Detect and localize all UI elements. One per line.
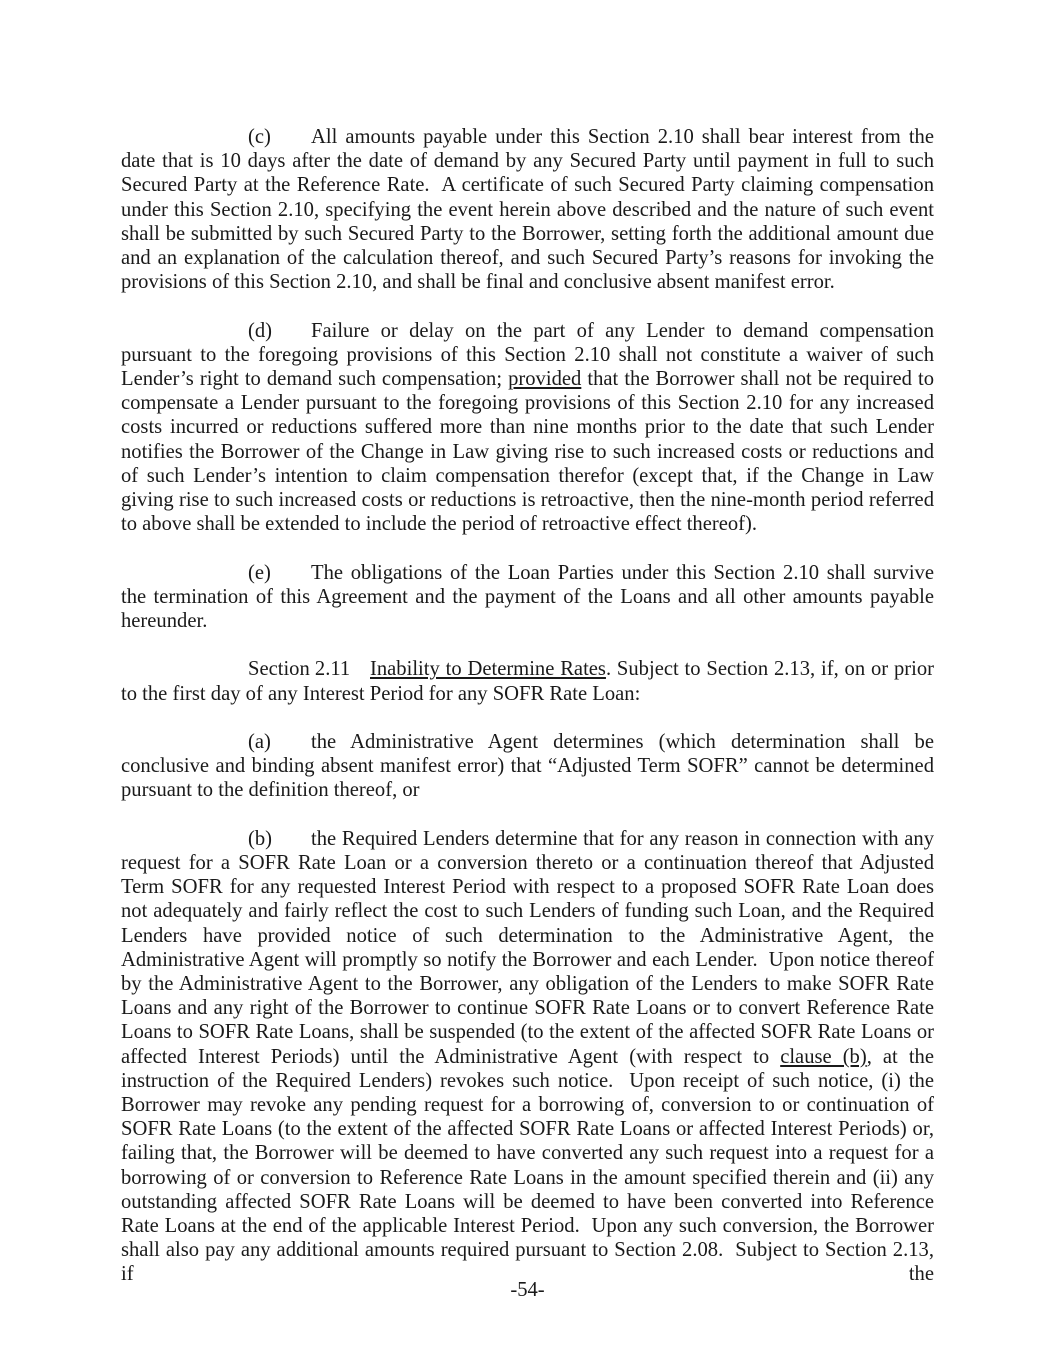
- text-run: The obligations of the Loan Parties under this Section 2.10 shall survive the termination of this Agreement and the payment of the Loans and all other amounts payable hereunder.: [121, 561, 940, 633]
- paragraph-label: Section 2.11: [248, 658, 351, 681]
- paragraph-label: (e): [248, 561, 271, 584]
- text-run: the Administrative Agent determines (which determination shall be conclusive and binding absent manifest error) that “Adjusted Term SOFR” cannot be determined pursuant to the definition thereof, or: [121, 731, 940, 802]
- paragraph-label: (a): [248, 731, 271, 754]
- paragraph-c: [121, 125, 940, 294]
- page-footer: [0, 1278, 1055, 1302]
- page-number: -54-: [510, 1279, 545, 1301]
- text-run: Failure or delay on the part of any Lender to demand compensation pursuant to the foregoing provisions of this Section 2.10 shall not constitute a waiver of such Lender’s right to demand such compensation;: [121, 319, 940, 391]
- text-run: that the Borrower shall not be required to compensate a Lender pursuant to the foregoing provisions of this Section 2.10 for any increased costs incurred or reductions suffered more than nine months prior to the date that such Lender notifies the Borrower of the Change in Law giving rise to such increased costs or reductions and of such Lender’s intention to claim compensation therefor (except that, if the Change in Law giving rise to such increased costs or reductions is retroactive, then the nine-month period referred to above shall be extended to include the period of retroactive effect thereof).: [121, 368, 940, 536]
- paragraph-label: (b): [248, 827, 273, 850]
- paragraph-d: [121, 319, 940, 537]
- paragraph-b: [121, 827, 940, 1287]
- underlined-text: Inability to Determine Rates: [370, 658, 606, 681]
- text-run: . Subject to Section 2.13, if, on or prior to the first day of any Interest Period for any SOFR Rate Loan:: [121, 658, 940, 705]
- document-body: [121, 125, 940, 1311]
- text-run: , at the instruction of the Required Lenders) revokes such notice. Upon receipt of such notice, (i) the Borrower may revoke any pending request for a borrowing of, conversion to or continuation of SOFR Rate Loans (to the extent of the affected SOFR Rate Loans or affected Interest Periods) or, failing that, the Borrower will be deemed to have converted any such request into a request for a borrowing of or conversion to Reference Rate Loans in the amount specified therein and (ii) any outstanding affected SOFR Rate Loans will be deemed to have been converted into Reference Rate Loans at the end of the applicable Interest Period. Upon any such conversion, the Borrower shall also pay any additional amounts required pursuant to Section 2.08. Subject to Section 2.13, if the: [121, 1045, 940, 1286]
- paragraph-a: [121, 730, 940, 803]
- section-2-11-heading-paragraph: [121, 657, 940, 705]
- paragraph-label: (c): [248, 126, 271, 148]
- paragraph-e: [121, 561, 940, 634]
- underlined-text: provided: [508, 368, 582, 391]
- text-run: All amounts payable under this Section 2.10 shall bear interest from the date that is 10 days after the date of demand by any Secured Party until payment in full to such Secured Party at the Reference Rate. A certificate of such Secured Party claiming compensation under this Section 2.10, specifying the event herein above described and the nature of such event shall be submitted by such Secured Party to the Borrower, setting forth the additional amount due and an explanation of the calculation thereof, and such Secured Party’s reasons for invoking the provisions of this Section 2.10, and shall be final and conclusive absent manifest error.: [121, 126, 940, 294]
- paragraph-label: (d): [248, 319, 273, 342]
- text-run: the Required Lenders determine that for any reason in connection with any request for a SOFR Rate Loan or a conversion thereto or a continuation thereof that Adjusted Term SOFR for any requested Interest Period with respect to a proposed SOFR Rate Loan does not adequately and fairly reflect the cost to such Lenders of funding such Loan, and the Required Lenders have provided notice of such determination to the Administrative Agent, the Administrative Agent will promptly so notify the Borrower and each Lender. Upon notice thereof by the Administrative Agent to the Borrower, any obligation of the Lenders to make SOFR Rate Loans and any right of the Borrower to continue SOFR Rate Loans or to convert Reference Rate Loans to SOFR Rate Loans, shall be suspended (to the extent of the affected SOFR Rate Loans or affected Interest Periods) until the Administrative Agent (with respect to: [121, 827, 940, 1068]
- underlined-text: clause (b): [780, 1045, 867, 1068]
